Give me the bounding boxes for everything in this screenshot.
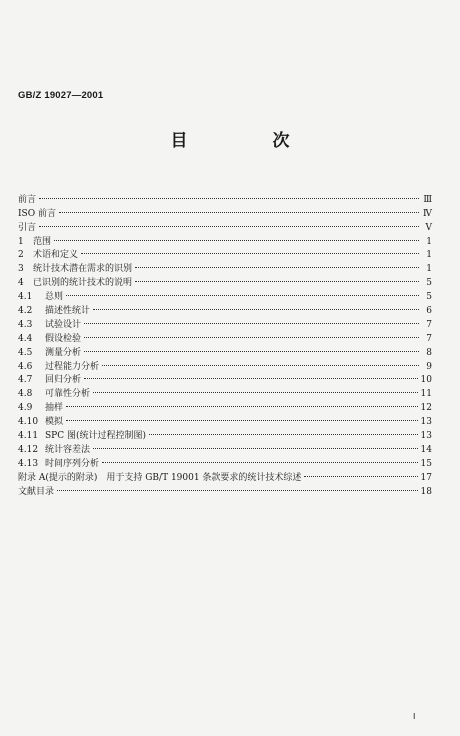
toc-entry-title: 范围 — [33, 236, 52, 247]
toc-entry-title: 术语和定义 — [33, 250, 79, 261]
toc-entry-page: 14 — [420, 444, 432, 455]
toc-entry — [18, 230, 432, 247]
toc-entry-title: ISO 前言 — [18, 208, 56, 219]
toc-entry-page: 11 — [420, 389, 432, 400]
toc-entry-title: 模拟 — [45, 417, 64, 428]
table-of-contents — [18, 188, 432, 497]
toc-entry-title: 抽样 — [45, 403, 64, 414]
toc-entry-page: 13 — [420, 431, 432, 442]
toc-entry — [18, 285, 432, 303]
toc-entry-page: 18 — [420, 486, 432, 497]
toc-entry-title: 过程能力分析 — [45, 361, 100, 372]
toc-leader-dots — [93, 382, 418, 396]
toc-leader-dots — [84, 369, 418, 383]
toc-leader-dots — [304, 466, 417, 480]
toc-entry-page: 1 — [426, 264, 432, 275]
toc-entry-number: 4.9 — [18, 403, 33, 414]
toc-entry-number: 3 — [18, 264, 24, 275]
toc-entry-title: 试验设计 — [45, 319, 82, 330]
standard-code: GB/Z 19027—2001 — [18, 90, 104, 101]
toc-entry-number: 1 — [18, 236, 24, 247]
toc-entry-page: Ⅴ — [425, 222, 432, 233]
toc-leader-dots — [102, 452, 418, 466]
toc-leader-dots — [81, 244, 419, 258]
toc-entry-page: 8 — [426, 347, 432, 358]
toc-entry-title: 附录 A(提示的附录) 用于支持 GB/T 19001 条款要求的统计技术综述 — [18, 472, 302, 483]
toc-entry-number: 4.12 — [18, 444, 39, 455]
toc-leader-dots — [59, 202, 419, 216]
toc-leader-dots — [54, 230, 419, 244]
toc-entry-page: 15 — [420, 458, 432, 469]
toc-entry-number: 4.4 — [18, 333, 33, 344]
page-number: Ⅰ — [413, 712, 416, 721]
toc-entry-page: 9 — [426, 361, 432, 372]
toc-entry-number: 4.13 — [18, 458, 39, 469]
toc-leader-dots — [66, 410, 418, 424]
toc-entry-number: 4.3 — [18, 319, 33, 330]
toc-leader-dots — [57, 480, 418, 494]
toc-entry — [18, 299, 432, 317]
toc-entry — [18, 188, 432, 205]
toc-leader-dots — [84, 327, 419, 341]
toc-entry-number: 4.1 — [18, 292, 33, 303]
toc-leader-dots — [84, 341, 419, 355]
toc-entry — [18, 424, 432, 442]
toc-entry — [18, 216, 432, 233]
toc-entry-title: 测量分析 — [45, 347, 82, 358]
toc-entry-title: 时间序列分析 — [45, 458, 100, 469]
toc-entry-number: 4.10 — [18, 417, 39, 428]
toc-entry-page: 5 — [426, 278, 432, 289]
toc-entry-title: 已识别的统计技术的说明 — [33, 278, 133, 289]
toc-entry — [18, 202, 432, 219]
toc-entry — [18, 396, 432, 414]
toc-leader-dots — [135, 271, 419, 285]
toc-entry-title: 回归分析 — [45, 375, 82, 386]
toc-entry-title: 描述性统计 — [45, 306, 91, 317]
toc-leader-dots — [93, 438, 418, 452]
toc-entry-page: 5 — [426, 292, 432, 303]
toc-entry-number: 4.5 — [18, 347, 33, 358]
toc-entry-title: 前言 — [18, 194, 37, 205]
toc-entry-page: 10 — [420, 375, 432, 386]
toc-entry-number: 4.11 — [18, 431, 39, 442]
toc-entry-number: 4.2 — [18, 306, 33, 317]
toc-leader-dots — [39, 216, 419, 230]
toc-leader-dots — [66, 285, 419, 299]
toc-entry-title: 引言 — [18, 222, 37, 233]
toc-leader-dots — [93, 299, 419, 313]
toc-entry-page: Ⅳ — [423, 208, 432, 219]
toc-entry-number: 4 — [18, 278, 24, 289]
toc-entry-title: 统计技术潜在需求的识别 — [33, 264, 133, 275]
toc-entry — [18, 257, 432, 275]
toc-entry-number: 4.6 — [18, 361, 33, 372]
toc-entry-number: 4.7 — [18, 375, 33, 386]
toc-entry-page: 1 — [426, 236, 432, 247]
toc-entry-page: 1 — [426, 250, 432, 261]
toc-entry-page: Ⅲ — [423, 194, 432, 205]
toc-entry-title: 总则 — [45, 292, 64, 303]
toc-entry-title: 假设检验 — [45, 333, 82, 344]
toc-entry-title: 可靠性分析 — [45, 389, 91, 400]
toc-leader-dots — [66, 396, 418, 410]
toc-entry-number: 4.8 — [18, 389, 33, 400]
toc-leader-dots — [102, 355, 419, 369]
toc-leader-dots — [135, 257, 419, 271]
toc-entry-page: 13 — [420, 417, 432, 428]
toc-entry-title: SPC 图(统计过程控制图) — [45, 431, 146, 442]
toc-entry — [18, 244, 432, 261]
toc-entry-page: 17 — [420, 472, 432, 483]
toc-entry — [18, 410, 432, 428]
toc-entry-page: 6 — [426, 306, 432, 317]
toc-entry-title: 统计容差法 — [45, 444, 91, 455]
toc-entry-number: 2 — [18, 250, 24, 261]
toc-leader-dots — [39, 188, 419, 202]
toc-leader-dots — [149, 424, 418, 438]
toc-entry-title: 文献目录 — [18, 486, 55, 497]
toc-entry — [18, 480, 432, 497]
page-title: 目 次 — [170, 131, 324, 151]
toc-entry-page: 7 — [426, 333, 432, 344]
toc-leader-dots — [84, 313, 419, 327]
toc-entry-page: 7 — [426, 319, 432, 330]
toc-entry-page: 12 — [420, 403, 432, 414]
